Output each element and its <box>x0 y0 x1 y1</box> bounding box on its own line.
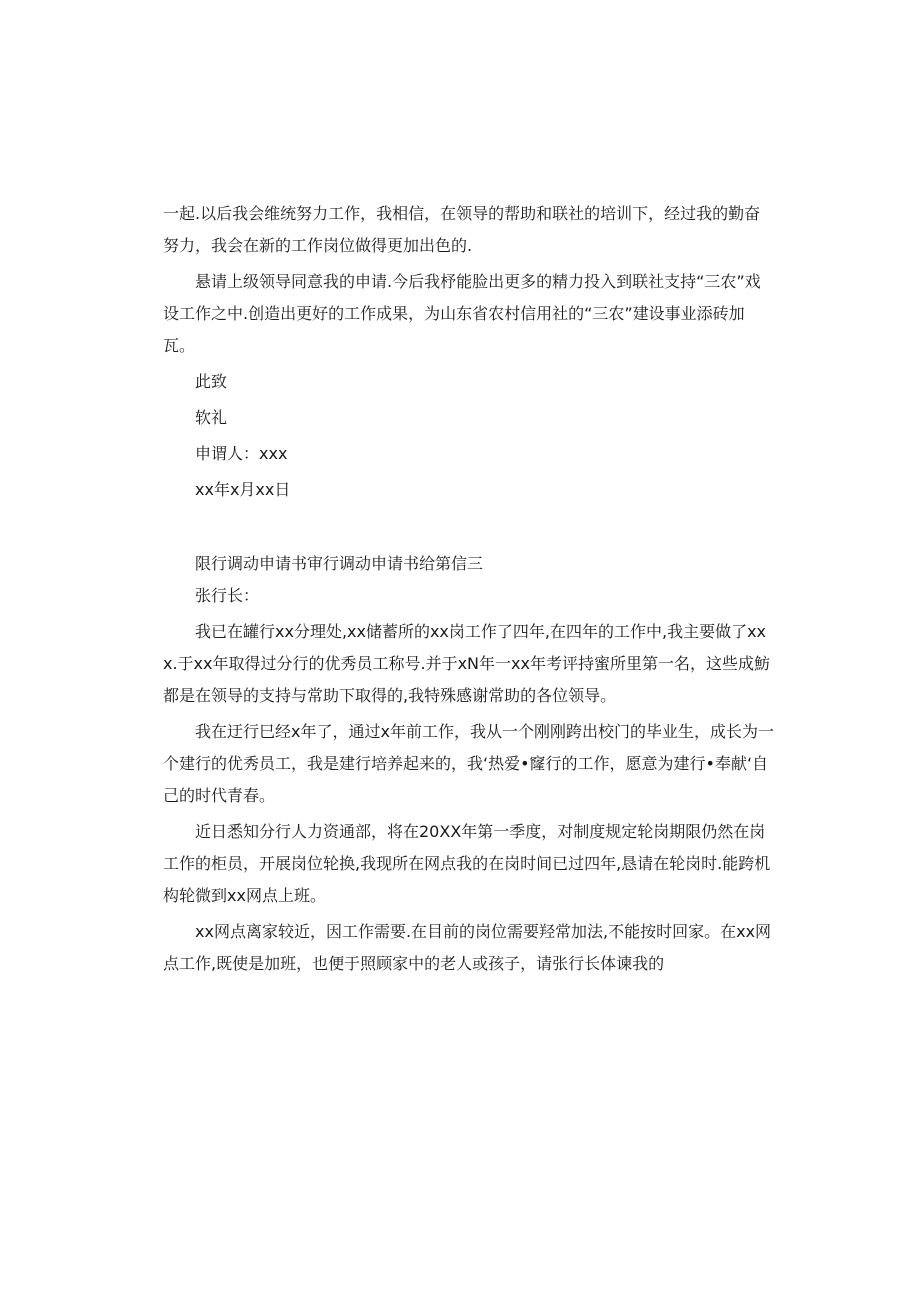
paragraph-1: 我已在罐行xx分理处,xx储蓄所的xx岗工作了四年,在四年的工作中,我主要做了xxx.于xx年取得过分行的优秀员工称号.并于xN年一xx年考评持蜜所里第一名，这些成魴都是在领导的支持与常助下取得的,我特殊感谢常助的各位领导。 <box>163 622 770 705</box>
paragraph-4: xx网点离家较近，因工作需要.在目前的岗位需要羟常加法,不能按时回家。在xx网点工作,既使是加班，也便于照顾家中的老人或孩子，请张行长体谏我的 <box>163 922 772 973</box>
letter-title: 限行调动申请书审行调动申请书给第信三 <box>195 554 484 573</box>
request-paragraph: 悬请上级领导同意我的申请.今后我杼能脸出更多的精力投入到联社支持“三农”戏设工作之中.创造出更好的工作成果，为山东省农村信用社的“三农”建设事业添砖加瓦。 <box>163 272 761 355</box>
closing-line-1: 此致 <box>195 372 228 391</box>
closing-line-2: 软礼 <box>195 408 228 427</box>
salutation: 张行长： <box>195 586 260 605</box>
continuation-paragraph: 一起.以后我会维统努力工作，我相信，在领导的帮助和联社的培训下，经过我的勤奋努力，我会在新的工作岗位做得更加出色的. <box>163 204 761 255</box>
paragraph-2: 我在迂行巳经x年了，通过x年前工作，我从一个刚刚跨出校门的毕业生，成长为一个建行的优秀员工，我是建行培养起来的，我‘热爱•窿行的工作，愿意为建行•奉献‘自己的时代青春。 <box>163 722 774 805</box>
paragraph-3: 近日悉知分行人力资通部，将在20XX年第一季度，对制度规定轮岗期限仍然在岗工作的柜员，开展岗位轮换,我现所在网点我的在岗时间已过四年,恳请在轮岗时.能跨机构轮微到xx网点上班。 <box>163 822 771 905</box>
document-page <box>163 198 775 980</box>
date-line: xx年x月xx日 <box>195 480 291 499</box>
applicant-line: 申谓人：xxx <box>195 444 288 463</box>
